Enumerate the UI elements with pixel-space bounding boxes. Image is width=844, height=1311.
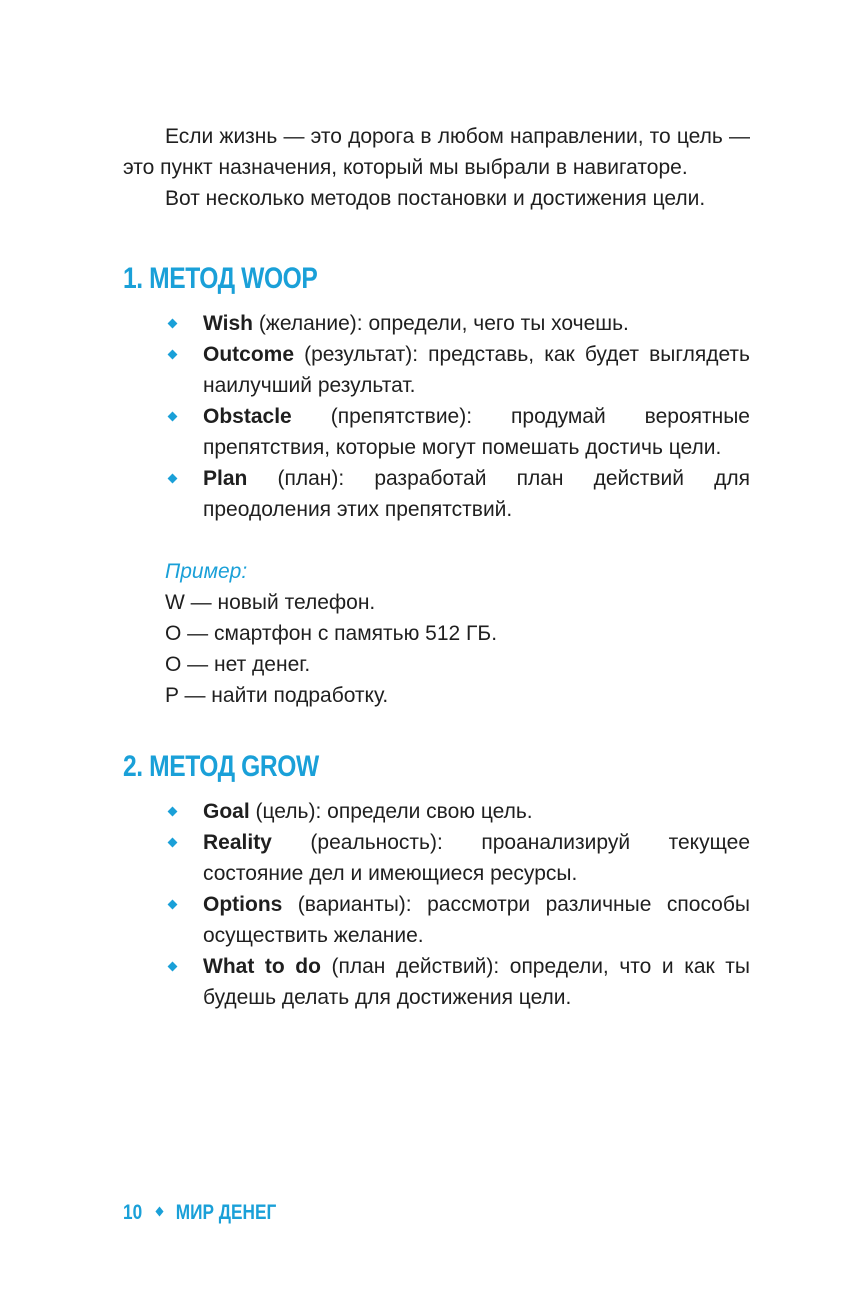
example-line: W — новый телефон.	[165, 591, 376, 614]
grow-list	[123, 796, 750, 1013]
diamond-bullet-icon	[168, 838, 178, 848]
diamond-bullet-icon	[168, 350, 178, 360]
section-heading-grow: 2. МЕТОД GROW	[123, 750, 319, 783]
term-what-to-do: What to do	[203, 955, 321, 978]
term-description: (цель): определи свою цель.	[249, 800, 533, 823]
list-item	[123, 796, 750, 827]
list-item	[123, 308, 750, 339]
example-line: O — нет денег.	[165, 653, 311, 676]
term-description: (план): разработай план действий для преодоления этих препятствий.	[203, 467, 750, 521]
book-title: МИР ДЕНЕГ	[175, 1201, 277, 1224]
intro-paragraph-2: Вот несколько методов постановки и достижения цели.	[165, 187, 706, 210]
term-description: (варианты): рассмотри различные способы осуществить желание.	[203, 893, 750, 947]
term-options: Options	[203, 893, 283, 916]
example-line: O — смартфон с памятью 512 ГБ.	[165, 622, 498, 645]
example-label: Пример:	[165, 560, 248, 583]
page-footer	[123, 1200, 276, 1226]
diamond-bullet-icon	[168, 412, 178, 422]
page-number: 10	[123, 1201, 143, 1224]
term-description: (реальность): проанализируй текущее состояние дел и имеющиеся ресурсы.	[203, 831, 750, 885]
diamond-separator-icon	[156, 1207, 164, 1217]
section-heading-woop: 1. МЕТОД WOOP	[123, 262, 318, 295]
diamond-bullet-icon	[168, 474, 178, 484]
example-line: P — найти подработку.	[165, 684, 389, 707]
term-outcome: Outcome	[203, 343, 295, 366]
diamond-bullet-icon	[168, 900, 178, 910]
list-item	[123, 951, 750, 1013]
term-goal: Goal	[203, 800, 250, 823]
diamond-bullet-icon	[168, 807, 178, 817]
term-obstacle: Obstacle	[203, 405, 292, 428]
list-item	[123, 827, 750, 889]
term-description: (препятствие): продумай вероятные препятствия, которые могут помешать достичь цели.	[203, 405, 750, 459]
woop-list	[123, 308, 750, 525]
list-item	[123, 339, 750, 401]
term-description: (желание): определи, чего ты хочешь.	[252, 312, 629, 335]
page-content	[123, 121, 750, 1013]
diamond-bullet-icon	[168, 962, 178, 972]
term-wish: Wish	[203, 312, 253, 335]
intro-paragraph-1: Если жизнь — это дорога в любом направлении, то цель — это пункт назначения, который мы выбрали в навигаторе.	[123, 125, 750, 179]
term-description: (результат): представь, как будет выглядеть наилучший результат.	[203, 343, 750, 397]
diamond-bullet-icon	[168, 319, 178, 329]
term-reality: Reality	[203, 831, 272, 854]
list-item	[123, 889, 750, 951]
term-plan: Plan	[203, 467, 248, 490]
woop-example	[123, 556, 750, 711]
list-item	[123, 463, 750, 525]
term-description: (план действий): определи, что и как ты будешь делать для достижения цели.	[203, 955, 750, 1009]
list-item	[123, 401, 750, 463]
